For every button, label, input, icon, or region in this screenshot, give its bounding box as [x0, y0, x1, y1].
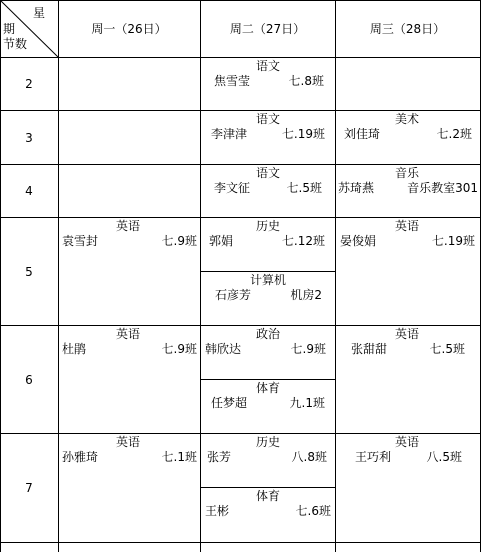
period-number: 6: [25, 373, 33, 387]
grid-line: [0, 433, 481, 434]
period-number: 7: [25, 481, 33, 495]
class-room: 七.1班: [161, 450, 197, 464]
subject-label: 英语: [116, 327, 141, 341]
period-number: 4: [25, 184, 33, 198]
teacher-name: 袁雪封: [62, 234, 99, 248]
day-header-monday: 周一（26日）: [91, 22, 167, 36]
teacher-name: 郭娟: [209, 234, 234, 248]
teacher-name: 苏琦燕: [338, 181, 375, 195]
corner-label-period-1: 期: [3, 22, 16, 36]
teacher-name: 王彬: [205, 504, 230, 518]
period-number: 2: [25, 77, 33, 91]
subject-label: 历史: [256, 219, 281, 233]
day-header-wednesday: 周三（28日）: [369, 22, 446, 36]
subject-label: 体育: [256, 489, 281, 503]
grid-line: [0, 325, 481, 326]
teacher-name: 李文征: [214, 181, 251, 195]
class-room: 七.5班: [286, 181, 322, 195]
subject-label: 英语: [395, 219, 420, 233]
corner-label-period-2: 节数: [3, 37, 28, 51]
teacher-name: 刘佳琦: [344, 127, 381, 141]
subject-label: 体育: [256, 381, 281, 395]
grid-line: [0, 0, 481, 1]
grid-line: [0, 164, 481, 165]
day-header-tuesday: 周二（27日）: [229, 22, 306, 36]
grid-line: [0, 110, 481, 111]
class-room: 音乐教室301: [407, 181, 478, 195]
subject-label: 英语: [116, 435, 141, 449]
period-number: 3: [25, 131, 33, 145]
teacher-name: 王巧利: [355, 450, 392, 464]
class-room: 七.9班: [161, 342, 197, 356]
grid-line: [0, 217, 481, 218]
subject-label: 英语: [395, 327, 420, 341]
grid-line: [58, 0, 59, 552]
class-room: 七.5班: [429, 342, 465, 356]
grid-line: [0, 542, 481, 543]
teacher-name: 张芳: [207, 450, 232, 464]
class-room: 八.8班: [291, 450, 327, 464]
class-room: 八.5班: [426, 450, 462, 464]
teacher-name: 韩欣达: [205, 342, 242, 356]
class-room: 机房2: [290, 288, 322, 302]
teacher-name: 李津津: [211, 127, 248, 141]
subject-label: 语文: [256, 166, 281, 180]
subject-label: 音乐: [395, 166, 420, 180]
period-number: 5: [25, 265, 33, 279]
subject-label: 历史: [256, 435, 281, 449]
grid-line: [200, 0, 201, 552]
teacher-name: 孙雅琦: [62, 450, 99, 464]
class-room: 七.9班: [161, 234, 197, 248]
teacher-name: 杜鹃: [62, 342, 87, 356]
subject-label: 语文: [256, 112, 281, 126]
teacher-name: 任梦超: [211, 396, 248, 410]
subject-label: 英语: [116, 219, 141, 233]
grid-line: [200, 379, 336, 380]
teacher-name: 晏俊娟: [340, 234, 377, 248]
class-room: 七.2班: [436, 127, 472, 141]
corner-label-weekday: 星: [33, 6, 46, 20]
grid-line: [0, 57, 481, 58]
subject-label: 政治: [256, 327, 281, 341]
grid-line: [200, 487, 336, 488]
class-room: 七.19班: [281, 127, 325, 141]
class-room: 七.9班: [290, 342, 326, 356]
teacher-name: 张甜甜: [351, 342, 388, 356]
class-room: 七.6班: [295, 504, 331, 518]
teacher-name: 石彦芳: [215, 288, 252, 302]
class-room: 九.1班: [289, 396, 325, 410]
teacher-name: 焦雪莹: [214, 74, 251, 88]
grid-line: [335, 0, 336, 552]
grid-line: [480, 0, 481, 552]
class-room: 七.8班: [288, 74, 324, 88]
subject-label: 英语: [395, 435, 420, 449]
class-room: 七.19班: [431, 234, 475, 248]
grid-line: [200, 271, 336, 272]
class-room: 七.12班: [281, 234, 325, 248]
subject-label: 美术: [395, 112, 420, 126]
subject-label: 语文: [256, 59, 281, 73]
subject-label: 计算机: [250, 273, 287, 287]
